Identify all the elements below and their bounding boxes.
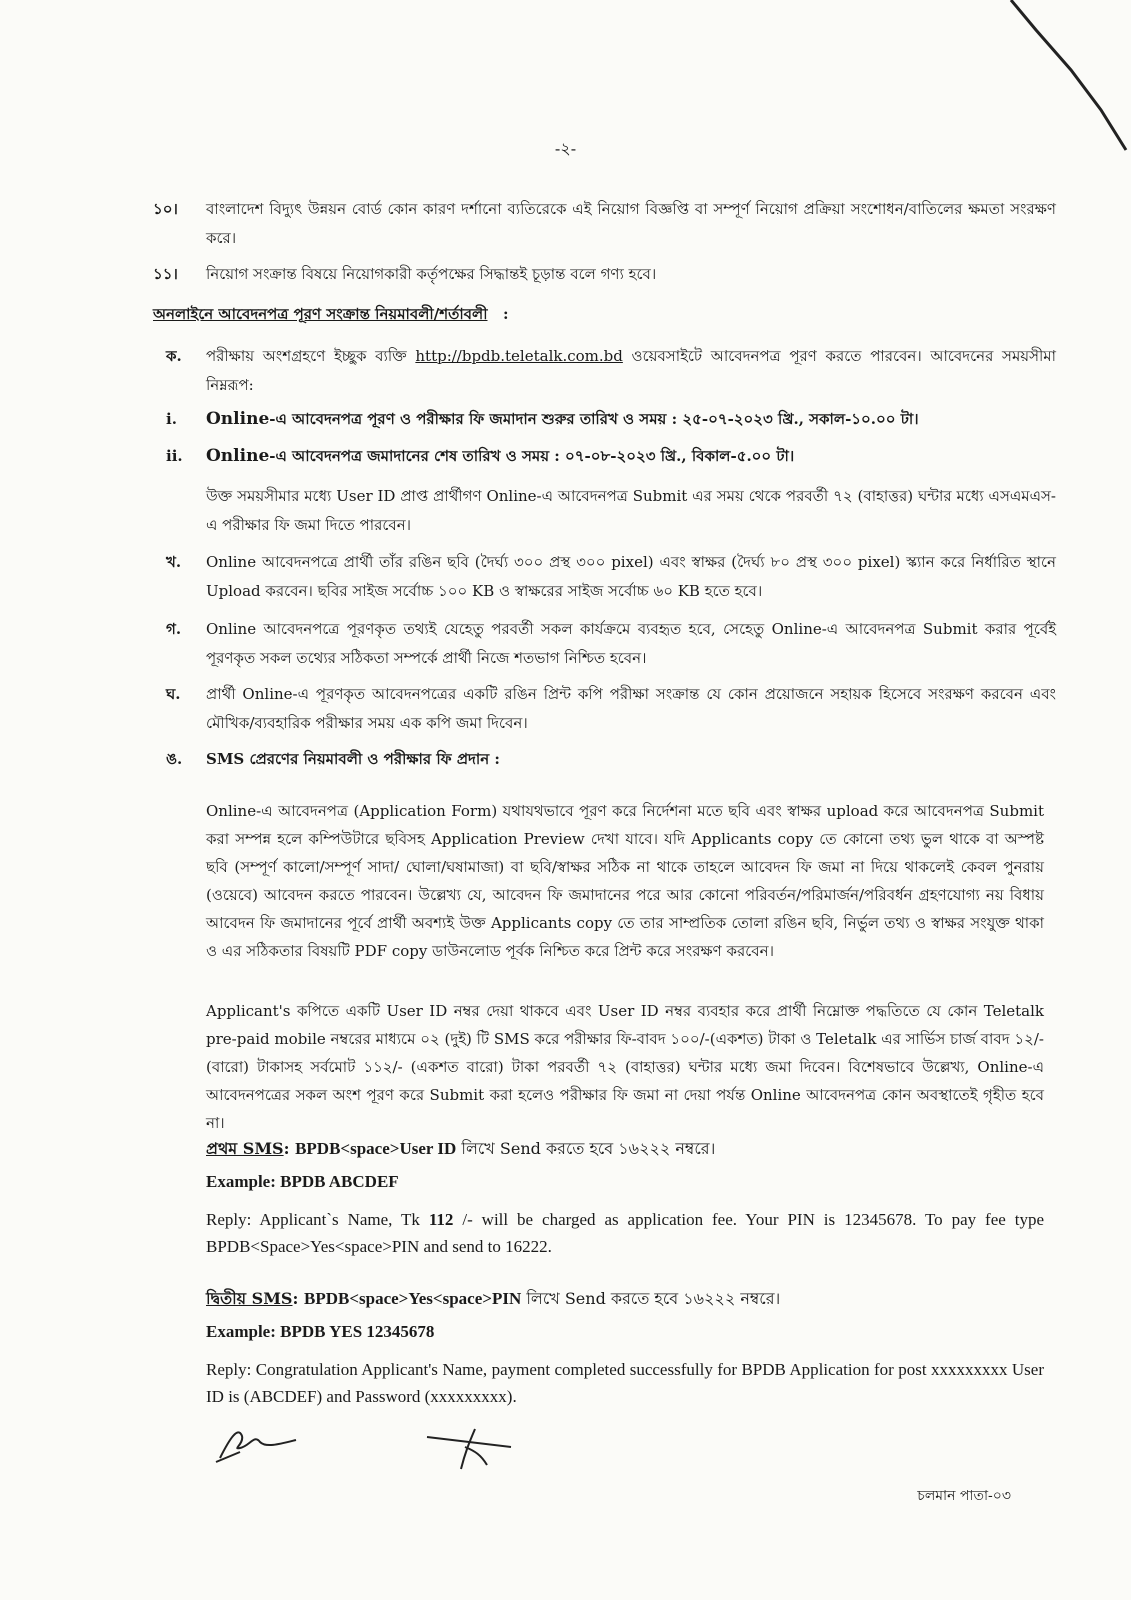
item-gha-number: ঘ. [166,685,181,703]
page-number: -২- [554,139,577,158]
online-rules-heading: অনলাইনে আবেদনপত্র পূরণ সংক্রান্ত নিয়মাবলী/শর্তাবলী [153,305,488,323]
second-sms-instruction: দ্বিতীয় SMS: BPDB<space>Yes<space>PIN লিখে Send করতে হবে ১৬২২২ নম্বরে। [206,1289,781,1308]
fee-payment-paragraph: Applicant's কপিতে একটি User ID নম্বর দেয়া থাকবে এবং User ID নম্বর ব্যবহার করে প্রার্থী নিম্নোক্ত পদ্ধতিতে যে কোন Teletalk pre-paid mobile নম্বরের মাধ্যমে ০২ (দুই) টি SMS করে পরীক্ষার ফি-বাবদ ১০০/-(একশত) টাকা ও Teletalk এর সার্ভিস চার্জ বাবদ ১২/-(বারো) টাকাসহ সর্বমোট ১১২/- (একশত বারো) টাকা পরবর্তী ৭২ (বাহাত্তর) ঘন্টার মধ্যে জমা দিবেন। বিশেষভাবে উল্লেখ্য, Online-এ আবেদনপত্রের সকল অংশ পূরণ করে Submit করা হলেও পরীক্ষার ফি জমা না দেয়া পর্যন্ত Online আবেদনপত্র কোন অবস্থাতেই গৃহীত হবে না। [206,1002,1044,1132]
item-ga-text: Online আবেদনপত্রে পূরণকৃত তথ্যই যেহেতু পরবর্তী সকল কার্যক্রমে ব্যবহৃত হবে, সেহেতু Online-এ আবেদনপত্র Submit করার পূর্বেই পূরণকৃত সকল তথ্যের সঠিকতা সম্পর্কে প্রার্থী নিজে শতভাগ নিশ্চিত হবেন। [206,620,1056,667]
second-sms-example: Example: BPDB YES 12345678 [206,1322,435,1341]
continued-page-note: চলমান পাতা-০৩ [917,1488,1011,1504]
signature-2 [425,1425,515,1475]
clause-11-text: নিয়োগ সংক্রান্ত বিষয়ে নিয়োগকারী কর্তৃপক্ষের সিদ্ধান্তই চূড়ান্ত বলে গণ্য হবে। [206,265,657,283]
item-ka-number: ক. [166,347,182,365]
item-ii-number: ii. [166,447,183,465]
first-sms-example: Example: BPDB ABCDEF [206,1172,399,1191]
clause-10-text: বাংলাদেশ বিদ্যুৎ উন্নয়ন বোর্ড কোন কারণ দর্শানো ব্যতিরেকে এই নিয়োগ বিজ্ঞপ্তি বা সম্পূর্ণ নিয়োগ প্রক্রিয়া সংশোধন/বাতিলের ক্ষমতা সংরক্ষণ করে। [206,200,1056,247]
item-uma-number: ঙ. [166,750,183,768]
first-sms-reply: Reply: Applicant`s Name, Tk 112 /- will be charged as application fee. Your PIN is 12345678. To pay fee type BPDB<Space>Yes<space>PIN and send to 16222. [206,1210,1044,1256]
signature-1 [210,1418,300,1468]
item-ii-text: Online-এ আবেদনপত্র জমাদানের শেষ তারিখ ও সময় : ০৭-০৮-২০২৩ খ্রি., বিকাল-৫.০০ টা। [206,446,795,466]
item-i-text: Online-এ আবেদনপত্র পূরণ ও পরীক্ষার ফি জমাদান শুরুর তারিখ ও সময় : ২৫-০৭-২০২৩ খ্রি., সকাল-১০.০০ টা। [206,409,919,429]
item-kha-text: Online আবেদনপত্রে প্রার্থী তাঁর রঙিন ছবি (দৈর্ঘ্য ৩০০ প্রস্থ ৩০০ pixel) এবং স্বাক্ষর (দৈর্ঘ্য ৮০ প্রস্থ ৩০০ pixel) স্ক্যান করে নির্ধারিত স্থানে Upload করবেন। ছবির সাইজ সর্বোচ্চ ১০০ KB ও স্বাক্ষরের সাইজ সর্বোচ্চ ৬০ KB হতে হবে। [206,553,1056,600]
item-gha-text: প্রার্থী Online-এ পূরণকৃত আবেদনপত্রের একটি রঙিন প্রিন্ট কপি পরীক্ষা সংক্রান্ত যে কোন প্রয়োজনে সহায়ক হিসেবে সংরক্ষণ করবেন এবং মৌখিক/ব্যবহারিক পরীক্ষার সময় এক কপি জমা দিবেন। [206,685,1056,732]
item-kha-number: খ. [166,553,182,571]
sms-rules-title: SMS প্রেরণের নিয়মাবলী ও পরীক্ষার ফি প্রদান : [206,750,500,768]
bpdb-teletalk-link[interactable]: http://bpdb.teletalk.com.bd [415,347,623,365]
submission-deadline-note: উক্ত সময়সীমার মধ্যে User ID প্রাপ্ত প্রার্থীগণ Online-এ আবেদনপত্র Submit এর সময় থেকে পরবর্তী ৭২ (বাহাত্তর) ঘন্টার মধ্যে এসএমএস-এ পরীক্ষার ফি জমা দিতে পারবেন। [206,487,1056,534]
item-i-number: i. [166,410,177,428]
sms-instructions-paragraph: Online-এ আবেদনপত্র (Application Form) যথাযথভাবে পূরণ করে নির্দেশনা মতে ছবি এবং স্বাক্ষর upload করে আবেদনপত্র Submit করা সম্পন্ন হলে কম্পিউটারে ছবিসহ Application Preview দেখা যাবে। যদি Applicants copy তে কোনো তথ্য ভুল থাকে বা অস্পষ্ট ছবি (সম্পূর্ণ কালো/সম্পূর্ণ সাদা/ ঘোলা/ঘষামাজা) বা ছবি/স্বাক্ষর সঠিক না থাকে তাহলে আবেদন ফি জমা না দিয়ে থাকলেই কেবল পুনরায় (ওয়েবে) আবেদন করতে পারবেন। উল্লেখ্য যে, আবেদন ফি জমাদানের পরে আর কোনো পরিবর্তন/পরিমার্জন/পরিবর্ধন গ্রহণযোগ্য নয় বিধায় আবেদন ফি জমাদানের পূর্বে প্রার্থী অবশ্যই উক্ত Applicants copy তে তার সাম্প্রতিক তোলা রঙিন ছবি, নির্ভুল তথ্য ও স্বাক্ষর সংযুক্ত থাকা ও এর সঠিকতার বিষয়টি PDF copy ডাউনলোড পূর্বক নিশ্চিত করে প্রিন্ট করে সংরক্ষণ করবেন। [206,802,1044,960]
second-sms-reply: Reply: Congratulation Applicant's Name, payment completed successfully for BPDB Application for post xxxxxxxxx User ID is (ABCDEF) and Password (xxxxxxxxx). [206,1360,1044,1406]
clause-11-number: ১১। [153,265,178,283]
item-ka-text: পরীক্ষায় অংশগ্রহণে ইচ্ছুক ব্যক্তি http://bpdb.teletalk.com.bd ওয়েবসাইটে আবেদনপত্র পূরণ করতে পারবেন। আবেদনের সময়সীমা নিম্নরূপ: [206,347,1056,394]
first-sms-instruction: প্রথম SMS: BPDB<space>User ID লিখে Send করতে হবে ১৬২২২ নম্বরে। [206,1139,716,1158]
online-rules-heading-suffix: : [503,305,509,323]
clause-10-number: ১০। [153,200,178,218]
item-ga-number: গ. [166,620,182,638]
